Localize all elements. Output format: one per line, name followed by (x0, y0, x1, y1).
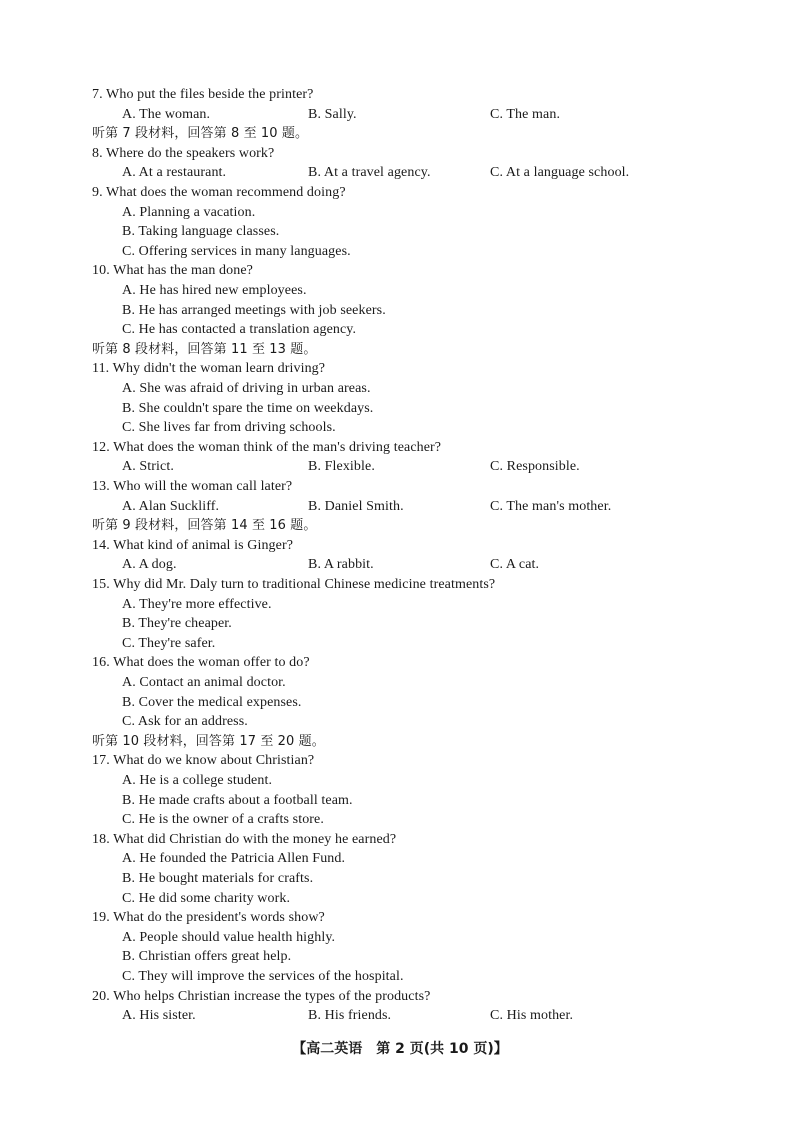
answer-option: C. He is the owner of a crafts store. (122, 812, 324, 827)
question-text: 19. What do the president's words show? (92, 910, 325, 925)
question-text: 9. What does the woman recommend doing? (92, 185, 346, 200)
answer-option: C. A cat. (490, 557, 540, 572)
answer-option: A. Alan Suckliff. (122, 499, 220, 514)
answer-option: A. At a restaurant. (122, 165, 227, 180)
section-instruction: 听第 10 段材料，回答第 17 至 20 题。 (92, 734, 325, 749)
answer-option: A. They're more effective. (122, 597, 272, 612)
question-text: 17. What do we know about Christian? (92, 753, 315, 768)
answer-option: B. Sally. (308, 107, 357, 122)
question-text: 11. Why didn't the woman learn driving? (92, 361, 326, 376)
answer-option: B. He bought materials for crafts. (122, 871, 314, 886)
question-text: 15. Why did Mr. Daly turn to traditional Chinese medicine treatments? (92, 577, 496, 592)
answer-option: C. They're safer. (122, 636, 216, 651)
question-text: 13. Who will the woman call later? (92, 479, 293, 494)
page-footer: 【高二英语 第 2 页(共 10 页)】 (292, 1041, 508, 1057)
answer-option: C. Ask for an address. (122, 714, 248, 729)
answer-option: C. Responsible. (490, 459, 580, 474)
answer-option: B. She couldn't spare the time on weekdays. (122, 401, 374, 416)
answer-option: A. He founded the Patricia Allen Fund. (122, 851, 346, 866)
answer-option: A. He is a college student. (122, 773, 273, 788)
answer-option: C. He did some charity work. (122, 891, 291, 906)
answer-option: C. At a language school. (490, 165, 630, 180)
answer-option: A. A dog. (122, 557, 177, 572)
answer-option: C. He has contacted a translation agency. (122, 322, 357, 337)
question-text: 12. What does the woman think of the man's driving teacher? (92, 440, 442, 455)
section-instruction: 听第 7 段材料，回答第 8 至 10 题。 (92, 126, 309, 141)
answer-option: B. They're cheaper. (122, 616, 232, 631)
answer-option: B. Taking language classes. (122, 224, 280, 239)
answer-option: C. Offering services in many languages. (122, 244, 351, 259)
answer-option: A. He has hired new employees. (122, 283, 307, 298)
answer-option: B. Flexible. (308, 459, 375, 474)
answer-option: B. His friends. (308, 1008, 392, 1023)
answer-option: C. The man's mother. (490, 499, 612, 514)
answer-option: B. He made crafts about a football team. (122, 793, 353, 808)
answer-option: A. The woman. (122, 107, 211, 122)
answer-option: A. Planning a vacation. (122, 205, 256, 220)
answer-option: C. The man. (490, 107, 561, 122)
question-text: 7. Who put the files beside the printer? (92, 87, 314, 102)
answer-option: C. They will improve the services of the hospital. (122, 969, 404, 984)
answer-option: A. Strict. (122, 459, 174, 474)
question-text: 18. What did Christian do with the money he earned? (92, 832, 397, 847)
answer-option: A. Contact an animal doctor. (122, 675, 286, 690)
question-text: 16. What does the woman offer to do? (92, 655, 310, 670)
answer-option: A. She was afraid of driving in urban areas. (122, 381, 371, 396)
question-text: 14. What kind of animal is Ginger? (92, 538, 294, 553)
question-text: 8. Where do the speakers work? (92, 146, 275, 161)
answer-option: B. Cover the medical expenses. (122, 695, 302, 710)
question-text: 20. Who helps Christian increase the types of the products? (92, 989, 431, 1004)
answer-option: B. He has arranged meetings with job seekers. (122, 303, 386, 318)
answer-option: C. His mother. (490, 1008, 574, 1023)
answer-option: B. Christian offers great help. (122, 949, 292, 964)
answer-option: A. His sister. (122, 1008, 196, 1023)
section-instruction: 听第 8 段材料，回答第 11 至 13 题。 (92, 342, 317, 357)
answer-option: A. People should value health highly. (122, 930, 336, 945)
section-instruction: 听第 9 段材料，回答第 14 至 16 题。 (92, 518, 317, 533)
question-text: 10. What has the man done? (92, 263, 253, 278)
answer-option: B. A rabbit. (308, 557, 374, 572)
answer-option: B. At a travel agency. (308, 165, 431, 180)
answer-option: B. Daniel Smith. (308, 499, 404, 514)
answer-option: C. She lives far from driving schools. (122, 420, 336, 435)
